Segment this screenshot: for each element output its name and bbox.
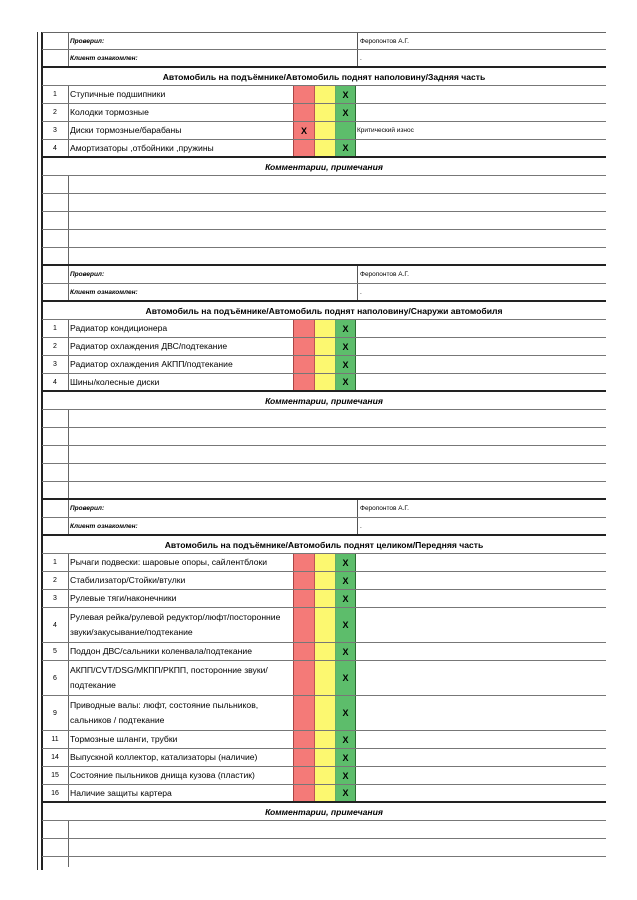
item-name: Состояние пыльников днища кузова (пластик) xyxy=(70,770,255,780)
comments-header xyxy=(42,392,606,410)
blank-num-cell xyxy=(42,284,69,300)
status-green-cell[interactable]: X xyxy=(335,590,356,607)
section-title: Автомобиль на подъёмнике/Автомобиль поднят целиком/Передняя часть xyxy=(164,539,484,550)
status-red-cell[interactable] xyxy=(293,731,314,748)
status-red-cell[interactable] xyxy=(293,661,314,695)
blank-num-cell xyxy=(42,230,69,247)
item-name: Ступичные подшипники xyxy=(70,89,166,99)
status-red-cell[interactable] xyxy=(293,572,314,589)
status-red-cell[interactable] xyxy=(293,554,314,571)
comment-input[interactable] xyxy=(69,176,606,193)
status-red-cell[interactable] xyxy=(293,338,314,355)
item-name: Рулевые тяги/наконечники xyxy=(70,593,177,603)
status-green-cell[interactable]: X xyxy=(335,767,356,784)
item-note[interactable]: Критический износ xyxy=(357,127,414,134)
item-note[interactable] xyxy=(356,338,606,355)
checked-by-value[interactable]: Феропонтов А.Г. xyxy=(360,271,409,278)
item-number: 6 xyxy=(42,661,69,695)
item-note[interactable] xyxy=(356,356,606,373)
item-name: Колодки тормозные xyxy=(70,107,149,117)
item-name: Диски тормозные/барабаны xyxy=(70,125,182,135)
item-number: 1 xyxy=(42,86,69,103)
item-note[interactable] xyxy=(356,86,606,103)
status-green-cell[interactable]: X xyxy=(335,356,356,373)
comment-input[interactable] xyxy=(69,410,606,427)
blank-num-cell xyxy=(42,482,69,498)
section-header xyxy=(42,536,606,554)
item-number: 4 xyxy=(42,140,69,156)
checklist-row xyxy=(42,338,606,356)
status-red-cell[interactable] xyxy=(293,86,314,103)
comment-input[interactable] xyxy=(69,212,606,229)
status-yellow-cell[interactable] xyxy=(314,643,335,660)
client-ack-row xyxy=(42,50,606,68)
status-yellow-cell[interactable] xyxy=(314,661,335,695)
status-yellow-cell[interactable] xyxy=(314,696,335,730)
item-name: Рулевая рейка/рулевой редуктор/люфт/посторонние звуки/закусывание/подтекание xyxy=(70,611,281,637)
checklist-row xyxy=(42,374,606,392)
section-title: Автомобиль на подъёмнике/Автомобиль поднят наполовину/Снаружи автомобиля xyxy=(145,305,503,316)
blank-num-cell xyxy=(42,410,69,427)
client-ack-value[interactable]: . xyxy=(360,522,362,530)
item-number: 2 xyxy=(42,104,69,121)
section-header xyxy=(42,302,606,320)
status-red-cell[interactable] xyxy=(293,104,314,121)
checklist-row xyxy=(42,320,606,338)
item-name: Радиатор кондиционера xyxy=(70,323,168,333)
status-yellow-cell[interactable] xyxy=(314,140,335,156)
status-yellow-cell[interactable] xyxy=(314,731,335,748)
checklist-row xyxy=(42,749,606,767)
blank-num-cell xyxy=(42,50,69,66)
status-green-cell[interactable]: X xyxy=(335,338,356,355)
comment-input[interactable] xyxy=(69,464,606,481)
client-ack-value[interactable]: . xyxy=(360,54,362,62)
checklist-row xyxy=(42,767,606,785)
client-ack-row xyxy=(42,518,606,536)
status-green-cell[interactable]: X xyxy=(335,608,356,642)
comment-input[interactable] xyxy=(69,857,606,867)
status-yellow-cell[interactable] xyxy=(314,767,335,784)
comment-input[interactable] xyxy=(69,839,606,856)
item-name: Радиатор охлаждения АКПП/подтекание xyxy=(70,359,233,369)
checklist-row xyxy=(42,122,606,140)
blank-num-cell xyxy=(42,839,69,856)
checked-by-row xyxy=(42,32,606,50)
section-title: Автомобиль на подъёмнике/Автомобиль поднят наполовину/Задняя часть xyxy=(162,71,486,82)
item-name: Рычаги подвески: шаровые опоры, сайлентблоки xyxy=(70,557,268,567)
item-name: Выпускной коллектор, катализаторы (наличие) xyxy=(70,752,258,762)
status-green-cell[interactable]: X xyxy=(335,374,356,390)
status-yellow-cell[interactable] xyxy=(314,356,335,373)
checklist-row xyxy=(42,785,606,803)
client-ack-label: Клиент ознакомлен: xyxy=(69,284,358,300)
item-note[interactable] xyxy=(356,696,606,730)
comment-input[interactable] xyxy=(69,821,606,838)
comment-input[interactable] xyxy=(69,248,606,264)
checked-by-row xyxy=(42,500,606,518)
status-red-cell[interactable] xyxy=(293,356,314,373)
item-number: 4 xyxy=(42,608,69,642)
comment-line[interactable] xyxy=(42,428,606,446)
status-yellow-cell[interactable] xyxy=(314,122,335,139)
item-name: Радиатор охлаждения ДВС/подтекание xyxy=(70,341,228,351)
item-note[interactable] xyxy=(356,643,606,660)
item-number: 5 xyxy=(42,643,69,660)
status-yellow-cell[interactable] xyxy=(314,572,335,589)
item-number: 1 xyxy=(42,320,69,337)
blank-num-cell xyxy=(42,428,69,445)
status-red-cell[interactable] xyxy=(293,785,314,801)
item-number: 16 xyxy=(42,785,69,801)
status-red-cell[interactable] xyxy=(293,608,314,642)
status-green-cell[interactable]: X xyxy=(335,749,356,766)
status-yellow-cell[interactable] xyxy=(314,785,335,801)
item-number: 15 xyxy=(42,767,69,784)
comment-line[interactable] xyxy=(42,446,606,464)
status-red-cell[interactable] xyxy=(293,320,314,337)
blank-num-cell xyxy=(42,500,69,517)
status-yellow-cell[interactable] xyxy=(314,590,335,607)
status-green-cell[interactable]: X xyxy=(335,554,356,571)
comment-input[interactable] xyxy=(69,482,606,498)
item-name: Наличие защиты картера xyxy=(70,787,172,798)
status-green-cell[interactable]: X xyxy=(335,696,356,730)
comment-input[interactable] xyxy=(69,428,606,445)
comment-line[interactable] xyxy=(42,194,606,212)
status-red-cell[interactable] xyxy=(293,767,314,784)
item-number: 11 xyxy=(42,731,69,748)
comments-title: Комментарии, примечания xyxy=(265,395,383,406)
checklist-row xyxy=(42,696,606,731)
item-name: Стабилизатор/Стойки/втулки xyxy=(70,575,186,585)
status-red-cell[interactable] xyxy=(293,749,314,766)
status-green-cell[interactable]: X xyxy=(335,643,356,660)
blank-num-cell xyxy=(42,446,69,463)
item-note[interactable] xyxy=(356,572,606,589)
item-name: Амортизаторы ,отбойники ,пружины xyxy=(70,142,214,153)
comment-line[interactable] xyxy=(42,248,606,266)
status-yellow-cell[interactable] xyxy=(314,320,335,337)
checklist-row xyxy=(42,140,606,158)
item-name: АКПП/CVT/DSG/МКПП/РКПП, посторонние звуки/ подтекание xyxy=(70,664,268,690)
status-red-cell[interactable] xyxy=(293,696,314,730)
blank-num-cell xyxy=(42,266,69,283)
comments-title: Комментарии, примечания xyxy=(265,806,383,817)
item-note[interactable] xyxy=(356,608,606,642)
comment-line-partial[interactable] xyxy=(42,857,606,867)
checked-by-value[interactable]: Феропонтов А.Г. xyxy=(360,37,409,45)
comment-input[interactable] xyxy=(69,230,606,247)
item-number: 2 xyxy=(42,338,69,355)
comment-input[interactable] xyxy=(69,194,606,211)
item-number: 3 xyxy=(42,590,69,607)
checklist-row xyxy=(42,86,606,104)
blank-num-cell xyxy=(42,194,69,211)
item-note[interactable] xyxy=(356,785,606,801)
blank-num-cell xyxy=(42,821,69,838)
blank-num-cell xyxy=(42,518,69,534)
comment-line[interactable] xyxy=(42,230,606,248)
comment-line[interactable] xyxy=(42,482,606,500)
status-green-cell[interactable]: X xyxy=(335,104,356,121)
item-note[interactable] xyxy=(356,374,606,390)
checked-by-label: Проверил: xyxy=(69,500,358,517)
status-green-cell[interactable] xyxy=(335,122,356,139)
item-number: 2 xyxy=(42,572,69,589)
status-green-cell[interactable]: X xyxy=(335,731,356,748)
client-ack-label: Клиент ознакомлен: xyxy=(69,50,358,66)
status-yellow-cell[interactable] xyxy=(314,608,335,642)
item-note[interactable] xyxy=(356,554,606,571)
status-red-cell[interactable] xyxy=(293,374,314,390)
item-name: Шины/колесные диски xyxy=(70,376,160,387)
status-red-cell[interactable]: X xyxy=(293,122,314,139)
comments-header xyxy=(42,158,606,176)
checklist-row xyxy=(42,608,606,643)
checklist-row xyxy=(42,590,606,608)
comment-line[interactable] xyxy=(42,176,606,194)
comment-line[interactable] xyxy=(42,821,606,839)
client-ack-value[interactable]: . xyxy=(360,288,362,296)
status-yellow-cell[interactable] xyxy=(314,104,335,121)
comment-line[interactable] xyxy=(42,410,606,428)
section-header xyxy=(42,68,606,86)
item-note[interactable] xyxy=(356,767,606,784)
item-number: 4 xyxy=(42,374,69,390)
status-red-cell[interactable] xyxy=(293,140,314,156)
checked-by-value[interactable]: Феропонтов А.Г. xyxy=(360,505,409,512)
checklist-row xyxy=(42,661,606,696)
item-name: Приводные валы: люфт, состояние пыльников, сальников / подтекание xyxy=(70,699,259,725)
item-note[interactable] xyxy=(356,140,606,156)
item-number: 3 xyxy=(42,356,69,373)
status-green-cell[interactable]: X xyxy=(335,572,356,589)
status-green-cell[interactable]: X xyxy=(335,785,356,801)
checked-by-label: Проверил: xyxy=(69,33,358,49)
checklist-row xyxy=(42,356,606,374)
checklist-row xyxy=(42,643,606,661)
status-red-cell[interactable] xyxy=(293,590,314,607)
client-ack-row xyxy=(42,284,606,302)
item-number: 9 xyxy=(42,696,69,730)
checked-by-row xyxy=(42,266,606,284)
blank-num-cell xyxy=(42,248,69,264)
comment-input[interactable] xyxy=(69,446,606,463)
item-name: Тормозные шланги, трубки xyxy=(70,734,178,744)
blank-num-cell xyxy=(42,33,69,49)
checked-by-label: Проверил: xyxy=(69,266,358,283)
status-green-cell[interactable]: X xyxy=(335,320,356,337)
status-yellow-cell[interactable] xyxy=(314,374,335,390)
item-note[interactable] xyxy=(356,104,606,121)
status-green-cell[interactable]: X xyxy=(335,661,356,695)
outer-border-line xyxy=(37,32,38,870)
comment-line[interactable] xyxy=(42,464,606,482)
blank-num-cell xyxy=(42,464,69,481)
item-note[interactable] xyxy=(356,320,606,337)
status-red-cell[interactable] xyxy=(293,643,314,660)
status-yellow-cell[interactable] xyxy=(314,338,335,355)
status-yellow-cell[interactable] xyxy=(314,86,335,103)
item-number: 14 xyxy=(42,749,69,766)
comments-title: Комментарии, примечания xyxy=(265,161,383,172)
blank-num-cell xyxy=(42,857,69,867)
client-ack-label: Клиент ознакомлен: xyxy=(69,518,358,534)
checklist-row xyxy=(42,572,606,590)
checklist-row xyxy=(42,731,606,749)
inspection-table xyxy=(42,32,606,867)
status-green-cell[interactable]: X xyxy=(335,140,356,156)
checklist-row xyxy=(42,554,606,572)
item-name: Поддон ДВС/сальники коленвала/подтекание xyxy=(70,646,252,656)
item-number: 3 xyxy=(42,122,69,139)
status-yellow-cell[interactable] xyxy=(314,749,335,766)
item-number: 1 xyxy=(42,554,69,571)
blank-num-cell xyxy=(42,212,69,229)
comment-line[interactable] xyxy=(42,839,606,857)
blank-num-cell xyxy=(42,176,69,193)
comments-header xyxy=(42,803,606,821)
comment-line[interactable] xyxy=(42,212,606,230)
status-yellow-cell[interactable] xyxy=(314,554,335,571)
item-note[interactable] xyxy=(356,590,606,607)
item-note[interactable] xyxy=(356,661,606,695)
status-green-cell[interactable]: X xyxy=(335,86,356,103)
item-note[interactable] xyxy=(356,749,606,766)
item-note[interactable] xyxy=(356,731,606,748)
checklist-row xyxy=(42,104,606,122)
